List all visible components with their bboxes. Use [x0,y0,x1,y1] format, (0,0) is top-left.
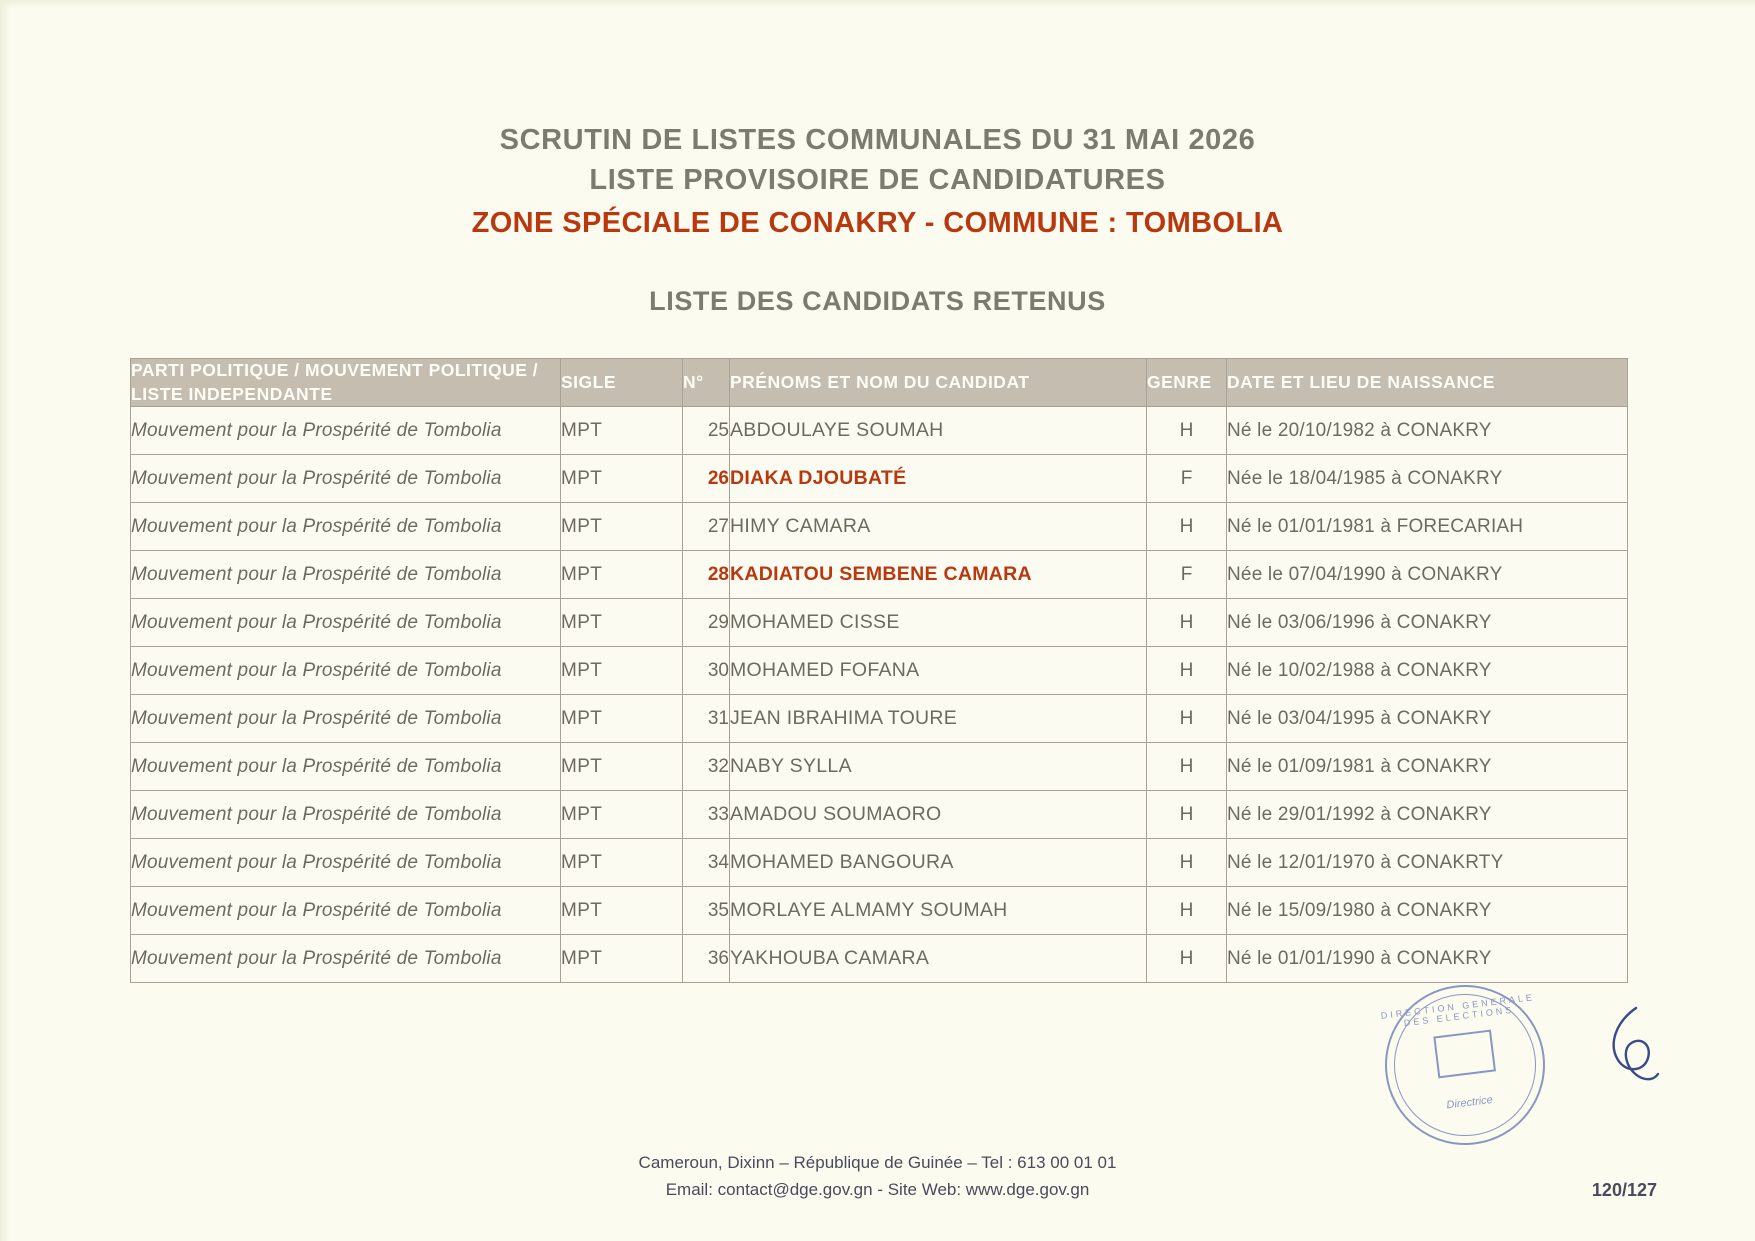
table-row [131,935,1628,983]
cell-num: 27 [683,503,730,551]
cell-parti: Mouvement pour la Prospérité de Tombolia [131,503,561,551]
cell-nom: DIAKA DJOUBATÉ [730,455,1147,503]
cell-sigle: MPT [561,695,683,743]
cell-num: 35 [683,887,730,935]
column-header-genre: GENRE [1147,359,1227,407]
cell-nom: JEAN IBRAHIMA TOURE [730,695,1147,743]
cell-genre: H [1147,887,1227,935]
cell-genre: H [1147,503,1227,551]
table-row [131,407,1628,455]
cell-sigle: MPT [561,935,683,983]
table-row [131,551,1628,599]
cell-sigle: MPT [561,551,683,599]
cell-genre: H [1147,791,1227,839]
cell-genre: F [1147,551,1227,599]
table-row [131,743,1628,791]
cell-parti: Mouvement pour la Prospérité de Tombolia [131,935,561,983]
column-header-sigle: SIGLE [561,359,683,407]
cell-date: Né le 03/06/1996 à CONAKRY [1227,599,1628,647]
cell-sigle: MPT [561,791,683,839]
cell-genre: H [1147,839,1227,887]
cell-genre: H [1147,407,1227,455]
cell-nom: KADIATOU SEMBENE CAMARA [730,551,1147,599]
stamp-bottom-text: Directrice [1445,1093,1494,1112]
table-row [131,503,1628,551]
title-line-2: LISTE PROVISOIRE DE CANDIDATURES [589,164,1166,197]
cell-nom: AMADOU SOUMAORO [730,791,1147,839]
cell-nom: ABDOULAYE SOUMAH [730,407,1147,455]
signature-mark [1596,1000,1666,1090]
cell-num: 29 [683,599,730,647]
cell-sigle: MPT [561,839,683,887]
cell-date: Né le 12/01/1970 à CONAKRTY [1227,839,1628,887]
cell-date: Né le 20/10/1982 à CONAKRY [1227,407,1628,455]
cell-parti: Mouvement pour la Prospérité de Tombolia [131,743,561,791]
cell-nom: NABY SYLLA [730,743,1147,791]
footer-line-1: Cameroun, Dixinn – République de Guinée – Tel : 613 00 01 01 [638,1153,1117,1173]
table-row [131,791,1628,839]
cell-num: 32 [683,743,730,791]
cell-sigle: MPT [561,887,683,935]
cell-nom: HIMY CAMARA [730,503,1147,551]
cell-num: 26 [683,455,730,503]
cell-parti: Mouvement pour la Prospérité de Tombolia [131,791,561,839]
cell-date: Né le 01/01/1990 à CONAKRY [1227,935,1628,983]
cell-date: Né le 15/09/1980 à CONAKRY [1227,887,1628,935]
table-row [131,455,1628,503]
cell-sigle: MPT [561,599,683,647]
title-line-1: SCRUTIN DE LISTES COMMUNALES DU 31 MAI 2026 [499,124,1256,156]
table-row [131,695,1628,743]
column-header-nom: PRÉNOMS ET NOM DU CANDIDAT [730,359,1147,407]
cell-num: 25 [683,407,730,455]
cell-num: 31 [683,695,730,743]
table-body [131,407,1628,983]
cell-parti: Mouvement pour la Prospérité de Tombolia [131,887,561,935]
cell-date: Né le 03/04/1995 à CONAKRY [1227,695,1628,743]
cell-nom: MOHAMED CISSE [730,599,1147,647]
table-header-row [131,359,1628,407]
cell-parti: Mouvement pour la Prospérité de Tombolia [131,695,561,743]
cell-date: Né le 01/09/1981 à CONAKRY [1227,743,1628,791]
cell-date: Née le 07/04/1990 à CONAKRY [1227,551,1628,599]
cell-genre: H [1147,695,1227,743]
cell-parti: Mouvement pour la Prospérité de Tombolia [131,455,561,503]
cell-parti: Mouvement pour la Prospérité de Tombolia [131,407,561,455]
column-header-num: N° [683,359,730,407]
column-header-date: DATE ET LIEU DE NAISSANCE [1227,359,1628,407]
cell-date: Né le 01/01/1981 à FORECARIAH [1227,503,1628,551]
cell-date: Né le 10/02/1988 à CONAKRY [1227,647,1628,695]
cell-genre: H [1147,599,1227,647]
cell-parti: Mouvement pour la Prospérité de Tombolia [131,599,561,647]
cell-num: 30 [683,647,730,695]
paper-edge-top [0,0,1755,8]
cell-genre: H [1147,935,1227,983]
cell-sigle: MPT [561,455,683,503]
cell-genre: F [1147,455,1227,503]
cell-sigle: MPT [561,743,683,791]
table-row [131,647,1628,695]
candidates-table [130,358,1628,983]
table-row [131,839,1628,887]
cell-nom: MOHAMED FOFANA [730,647,1147,695]
cell-date: Né le 29/01/1992 à CONAKRY [1227,791,1628,839]
cell-num: 28 [683,551,730,599]
page-number: 120/127 [1591,1180,1657,1200]
paper-edge-left [0,0,10,1241]
stamp-top-text: DIRECTION GENERALE DES ELECTIONS [1380,992,1536,1029]
cell-num: 33 [683,791,730,839]
table-head [131,359,1628,407]
page-footer [0,1150,1755,1203]
cell-nom: YAKHOUBA CAMARA [730,935,1147,983]
cell-num: 34 [683,839,730,887]
cell-parti: Mouvement pour la Prospérité de Tombolia [131,839,561,887]
cell-genre: H [1147,647,1227,695]
column-header-parti: PARTI POLITIQUE / MOUVEMENT POLITIQUE / LISTE INDEPENDANTE [131,359,561,407]
cell-nom: MOHAMED BANGOURA [730,839,1147,887]
cell-sigle: MPT [561,407,683,455]
document-header [0,0,1755,317]
cell-nom: MORLAYE ALMAMY SOUMAH [730,887,1147,935]
footer-line-2: Email: contact@dge.gov.gn - Site Web: www.dge.gov.gn [665,1179,1090,1199]
cell-sigle: MPT [561,647,683,695]
cell-num: 36 [683,935,730,983]
page-subtitle: LISTE DES CANDIDATS RETENUS [649,286,1106,317]
title-line-3: ZONE SPÉCIALE DE CONAKRY - COMMUNE : TOMBOLIA [471,207,1284,240]
official-stamp-icon [1376,976,1554,1154]
cell-parti: Mouvement pour la Prospérité de Tombolia [131,647,561,695]
table-row [131,599,1628,647]
cell-genre: H [1147,743,1227,791]
cell-sigle: MPT [561,503,683,551]
cell-parti: Mouvement pour la Prospérité de Tombolia [131,551,561,599]
cell-date: Née le 18/04/1985 à CONAKRY [1227,455,1628,503]
table-row [131,887,1628,935]
